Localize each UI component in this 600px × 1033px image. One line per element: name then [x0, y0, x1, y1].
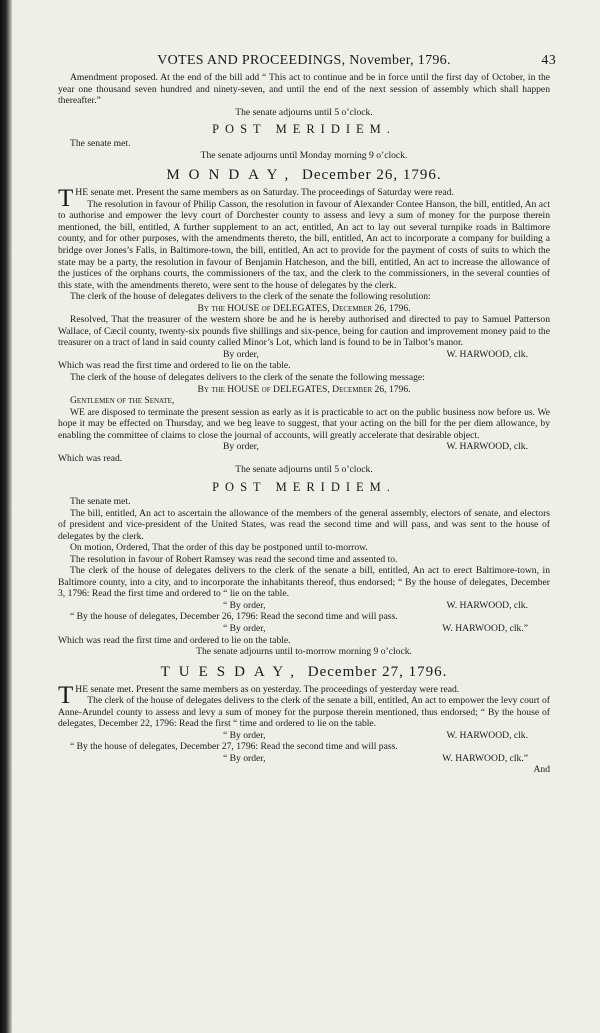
signature-line [58, 730, 550, 742]
section-heading: POST MERIDIEM. [212, 122, 396, 137]
signature-by-order: “ By order, [223, 729, 266, 741]
signature-name: W. HARWOOD, clk. [446, 441, 528, 453]
adjournment-line: The senate adjourns until 5 o’clock. [235, 464, 373, 476]
signature-by-order: “ By order, [223, 599, 266, 611]
paragraph: The resolution in favour of Robert Ramsey was read the second time and assented to. [70, 553, 398, 565]
signature-name: W. HARWOOD, clk. [446, 348, 528, 360]
paragraph: The clerk of the house of delegates delivers to the clerk of the senate the following message: [70, 372, 425, 384]
paragraph: Which was read. [58, 452, 123, 464]
signature-by-order: “ By order, [223, 622, 266, 634]
paragraph-dropcap: THE senate met. Present the same members as on yesterday. The proceedings of yesterday were read. [58, 681, 460, 709]
running-header [58, 52, 556, 70]
adjournment-line: The senate adjourns until to-morrow morning 9 o’clock. [196, 646, 412, 658]
day-name: MONDAY, [166, 167, 298, 184]
day-heading [58, 662, 550, 682]
signature-by-order: By order, [223, 348, 259, 360]
adjournment-line: The senate adjourns until Monday morning 9 o’clock. [200, 149, 408, 161]
signature-by-order: By order, [223, 441, 259, 453]
paragraph: “ By the house of delegates, December 27, 1796: Read the second time and will pass. [70, 741, 398, 753]
catchword: And [533, 764, 550, 776]
signature-line [58, 441, 550, 453]
paragraph: The senate met. [70, 138, 131, 150]
signature-line [58, 600, 550, 612]
signature-line [58, 753, 550, 765]
document-page [58, 52, 556, 776]
signature-name: W. HARWOOD, clk.” [442, 752, 528, 764]
salutation: Gentlemen of the Senate, [70, 395, 175, 407]
signature-name: W. HARWOOD, clk. [446, 729, 528, 741]
message-text: WE are disposed to terminate the present session as early as it is practicable to act on the public business now before us. We hope it may be effected on Thursday, and we beg leave to suggest, that your acting on the bill for the per diem allowance, by enabling the committee of claims to close the journal of accounts, will greatly accelerate that desirable object. [58, 406, 550, 441]
paragraph: The bill, entitled, An act to ascertain the allowance of the members of the general assembly, electors of senate, and electors of president and vice-president of the United States, was read the second time and will pass, and was sent to the house of delegates by the clerk. [58, 507, 550, 542]
paragraph-dropcap: THE senate met. Present the same members as on Saturday. The proceedings of Saturday were read. [58, 185, 454, 213]
paragraph: “ By the house of delegates, December 26, 1796: Read the second time and will pass. [70, 611, 398, 623]
running-title: VOTES AND PROCEEDINGS, November, 1796. [157, 53, 451, 68]
day-date: December 26, 1796. [302, 167, 442, 184]
signature-line [58, 623, 550, 635]
signature-name: W. HARWOOD, clk.” [442, 622, 528, 634]
house-heading: By the HOUSE of DELEGATES, December 26, 1796. [197, 383, 411, 395]
paragraph: Which was read the first time and ordered to lie on the table. [58, 634, 291, 646]
page-number: 43 [541, 53, 556, 68]
section-heading: POST MERIDIEM. [212, 479, 396, 494]
paragraph: The clerk of the house of delegates delivers to the clerk of the senate a bill, entitled, An act to erect Baltimore-town, in Baltimore county, into a city, and to incorporate the inhabitants thereof, thus endorsed; “ By the house of delegates, December 3, 1796: Read the first time and ordered to “ lie on the table. [58, 565, 550, 600]
resolution-text: Resolved, That the treasurer of the western shore be and he is hereby authorised and directed to pay to Samuel Patterson Wallace, of Cæcil county, twenty-six pounds five shillings and six-pence, being for caution and improvement money paid to the treasurer on a tract of land in said county called Minor’s Lot, which land is found to be in Talbot’s manor. [58, 314, 550, 349]
paragraph: The clerk of the house of delegates delivers to the clerk of the senate a bill, entitled, An act to empower the levy court of Anne-Arundel county to assess and levy a sum of money for the purpose therein mentioned, thus endorsed; “ By the house of delegates, December 22, 1796: Read the first “ time and ordered to lie on the table. [58, 695, 550, 730]
paragraph: The clerk of the house of delegates delivers to the clerk of the senate the following resolution: [70, 291, 431, 303]
page-gutter-shadow [0, 0, 12, 1033]
day-heading [58, 165, 550, 185]
adjournment-line: The senate adjourns until 5 o’clock. [235, 106, 373, 118]
paragraph: The senate met. [70, 495, 131, 507]
signature-line [58, 349, 550, 361]
paragraph: On motion, Ordered, That the order of this day be postponed until to-morrow. [70, 542, 368, 554]
paragraph: Amendment proposed. At the end of the bill add “ This act to continue and be in force until the first day of October, in the year one thousand seven hundred and ninety-seven, and until the end of the next session of assembly which shall happen thereafter.” [58, 72, 550, 107]
paragraph: Which was read the first time and ordered to lie on the table. [58, 360, 291, 372]
house-heading: By the HOUSE of DELEGATES, December 26, 1796. [197, 302, 411, 314]
day-date: December 27, 1796. [307, 663, 448, 680]
signature-by-order: “ By order, [223, 752, 266, 764]
signature-name: W. HARWOOD, clk. [446, 599, 528, 611]
paragraph: The resolution in favour of Philip Casson, the resolution in favour of Alexander Contee Hanson, the bill, entitled, An act to authorise and empower the levy court of Dorchester county to assess and levy a sum of money for the purpose therein mentioned, the bill, entitled, A further supplement to an act, entitled, An act to lay out several turnpike roads in Baltimore county, and for other purposes, with the amendments thereto, the bill, entitled, An act to incorporate a company for building a bridge over Jones’s Falls, in Baltimore-town, the bill, entitled, An act to provide for the payment of costs of suits to which the state may be a party, the resolution in favour of Benjamin Hatcheson, and the bill, entitled, An act to increase the allowance of the justices of the orphans courts, the commissioners of the tax, and the clerk to the commissioners, in the several counties of this state, with the amendments thereto, were sent to the house of delegates by the clerk. [58, 198, 550, 291]
day-name: TUESDAY, [160, 663, 304, 680]
